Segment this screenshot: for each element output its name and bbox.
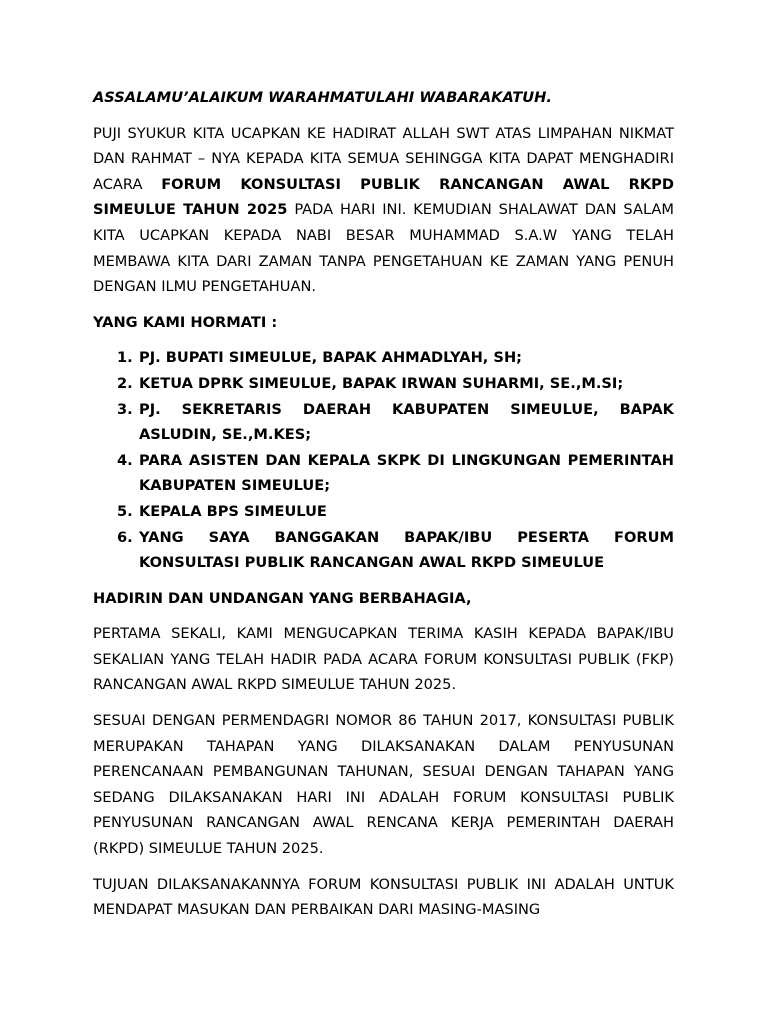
list-number: 3. [117, 400, 133, 418]
audience-heading: HADIRIN DAN UNDANGAN YANG BERBAHAGIA, [93, 589, 472, 607]
list-item-text: PJ. BUPATI SIMEULUE, BAPAK AHMADLYAH, SH; [139, 349, 522, 367]
opening-paragraph [93, 121, 674, 300]
opening-text-part1: PUJI SYUKUR KITA UCAPKAN KE HADIRAT ALLAH SWT ATAS LIMPAHAN NIKMAT DAN RAHMAT – NYA KEPADA KITA SEMUA SEHINGGA KITA DAPAT MENGHADIRI ACARA [93, 124, 674, 193]
list-item [93, 371, 674, 397]
body-paragraph: TUJUAN DILAKSANAKANNYA FORUM KONSULTASI PUBLIK INI ADALAH UNTUK MENDAPAT MASUKAN DAN PERBAIKAN DARI MASING-MASING [93, 875, 674, 919]
honorees-list [93, 345, 674, 575]
list-item-text: YANG SAYA BANGGAKAN BAPAK/IBU PESERTA FORUM KONSULTASI PUBLIK RANCANGAN AWAL RKPD SIMEULUE [139, 528, 674, 572]
list-item [93, 397, 674, 448]
list-item-text: KETUA DPRK SIMEULUE, BAPAK IRWAN SUHARMI, SE.,M.SI; [139, 374, 624, 392]
list-item-text: PJ. SEKRETARIS DAERAH KABUPATEN SIMEULUE, BAPAK ASLUDIN, SE.,M.KES; [139, 400, 674, 444]
list-number: 1. [117, 349, 133, 367]
respected-heading: YANG KAMI HORMATI : [93, 313, 278, 331]
opening-text-part2: PADA HARI INI. KEMUDIAN SHALAWAT DAN SALAM KITA UCAPKAN KEPADA NABI BESAR MUHAMMAD S.A.W YANG TELAH MEMBAWA KITA DARI ZAMAN TANPA PENGETAHUAN KE ZAMAN YANG PENUH DENGAN ILMU PENGETAHUAN. [93, 201, 674, 296]
list-number: 6. [117, 528, 133, 546]
greeting: ASSALAMU’ALAIKUM WARAHMATULAHI WABARAKATUH. [93, 89, 552, 106]
event-name: FORUM KONSULTASI PUBLIK RANCANGAN AWAL RKPD SIMEULUE TAHUN 2025 [93, 175, 674, 219]
list-number: 2. [117, 374, 133, 392]
document-page [93, 85, 674, 933]
list-item [93, 345, 674, 371]
list-number: 4. [117, 451, 133, 469]
list-item [93, 448, 674, 499]
list-item [93, 499, 674, 525]
list-item [93, 525, 674, 576]
list-item-text: KEPALA BPS SIMEULUE [139, 502, 327, 520]
list-item-text: PARA ASISTEN DAN KEPALA SKPK DI LINGKUNGAN PEMERINTAH KABUPATEN SIMEULUE; [139, 451, 674, 495]
body-paragraph: SESUAI DENGAN PERMENDAGRI NOMOR 86 TAHUN 2017, KONSULTASI PUBLIK MERUPAKAN TAHAPAN YANG DILAKSANAKAN DALAM PENYUSUNAN PERENCANAAN PEMBANGUNAN TAHUNAN, SESUAI DENGAN TAHAPAN YANG SEDANG DILAKSANAKAN HARI INI ADALAH FORUM KONSULTASI PUBLIK PENYUSUNAN RANCANGAN AWAL RENCANA KERJA PEMERINTAH DAERAH (RKPD) SIMEULUE TAHUN 2025. [93, 712, 674, 858]
list-number: 5. [117, 502, 133, 520]
body-paragraph: PERTAMA SEKALI, KAMI MENGUCAPKAN TERIMA KASIH KEPADA BAPAK/IBU SEKALIAN YANG TELAH HADIR PADA ACARA FORUM KONSULTASI PUBLIK (FKP) RANCANGAN AWAL RKPD SIMEULUE TAHUN 2025. [93, 625, 674, 694]
